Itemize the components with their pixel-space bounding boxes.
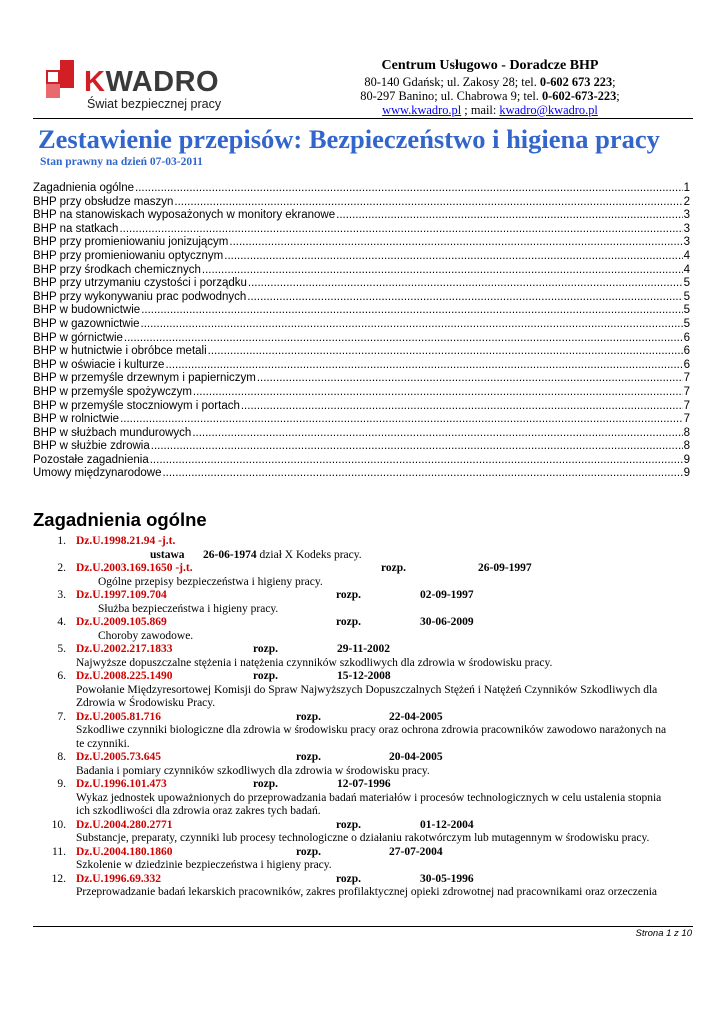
toc-entry-page: 4	[683, 249, 690, 262]
toc-entry-label: BHP w oświacie i kulturze	[33, 358, 165, 371]
acts-list	[40, 535, 690, 900]
act-number: 6.	[57, 670, 66, 682]
act-header	[40, 589, 690, 603]
act-reference-link[interactable]: Dz.U.2005.73.645	[76, 751, 161, 763]
toc-entry[interactable]	[33, 250, 690, 264]
act-header	[40, 711, 690, 725]
act-header	[40, 819, 690, 833]
toc-entry-label: BHP w budownictwie	[33, 304, 141, 317]
act-number: 3.	[57, 589, 66, 601]
act-description: Ogólne przepisy bezpieczeństwa i higieny pracy.	[98, 575, 323, 588]
act-description: Badania i pomiary czynników szkodliwych dla zdrowia w środowisku pracy.	[76, 764, 430, 777]
toc-entry[interactable]	[33, 291, 690, 305]
toc-entry-page: 1	[683, 182, 690, 194]
toc-entry-page: 6	[683, 358, 690, 371]
act-item	[40, 778, 690, 819]
act-number: 1.	[57, 535, 66, 547]
toc-leader-dots	[151, 440, 683, 454]
toc-entry-page: 7	[683, 413, 690, 426]
act-item	[40, 873, 690, 900]
act-reference-link[interactable]: Dz.U.2008.225.1490	[76, 670, 173, 682]
toc-entry-page: 5	[683, 277, 690, 290]
toc-entry-label: BHP w przemyśle spożywczym	[33, 385, 192, 398]
toc-entry-label: Umowy międzynarodowe	[33, 467, 162, 480]
toc-entry-label: BHP przy środkach chemicznych	[33, 263, 201, 276]
act-header	[40, 670, 690, 684]
toc-entry[interactable]	[33, 196, 690, 210]
act-type: ustawa	[150, 548, 185, 561]
act-reference-link[interactable]: Dz.U.1998.21.94 -j.t.	[76, 535, 176, 547]
act-reference-link[interactable]: Dz.U.2009.105.869	[76, 616, 167, 628]
act-item	[40, 616, 690, 643]
toc-leader-dots	[336, 209, 682, 223]
act-header	[40, 873, 690, 887]
toc-entry-page: 9	[683, 453, 690, 466]
act-reference-link[interactable]: Dz.U.2005.81.716	[76, 710, 161, 723]
toc-entry-label: BHP w górnictwie	[33, 331, 123, 344]
toc-entry[interactable]	[33, 304, 690, 318]
act-item	[40, 819, 690, 846]
act-number: 10.	[51, 818, 66, 831]
toc-entry[interactable]	[33, 345, 690, 359]
toc-entry-label: BHP w hutnictwie i obróbce metali	[33, 345, 207, 358]
toc-entry-label: BHP w służbach mundurowych	[33, 426, 192, 439]
act-date: 15-12-2008	[337, 670, 391, 682]
website-link[interactable]: www.kwadro.pl	[382, 103, 462, 117]
toc-entry[interactable]	[33, 400, 690, 414]
toc-entry-page: 3	[683, 209, 690, 222]
toc-entry-page: 9	[683, 467, 690, 480]
act-header	[40, 562, 690, 576]
act-item	[40, 643, 690, 670]
act-description: Najwyższe dopuszczalne stężenia i natężenia czynników szkodliwych dla zdrowia w środowisku pracy.	[76, 656, 553, 669]
toc-entry-label: BHP na statkach	[33, 222, 119, 235]
act-type: rozp.	[336, 818, 362, 831]
company-name: Centrum Usługowo - Doradcze BHP	[381, 58, 599, 73]
footer-divider	[33, 926, 693, 927]
act-item	[40, 562, 690, 589]
act-date: 30-05-1996	[420, 872, 474, 885]
act-description-continued: Zdrowia w Środowisku Pracy.	[76, 697, 216, 709]
act-type: rozp.	[336, 616, 362, 628]
toc-leader-dots	[150, 454, 683, 468]
toc-entry-label: Pozostałe zagadnienia	[33, 453, 149, 466]
act-description: Szkolenie w dziedzinie bezpieczeństwa i higieny pracy.	[76, 859, 332, 871]
toc-leader-dots	[224, 250, 682, 264]
act-type: rozp.	[253, 670, 279, 682]
act-number: 5.	[57, 643, 66, 655]
toc-entry[interactable]	[33, 264, 690, 278]
act-date: 20-04-2005	[389, 751, 443, 763]
act-number: 2.	[57, 562, 66, 574]
toc-leader-dots	[248, 277, 683, 291]
act-description-continued: te czynniki.	[76, 737, 130, 750]
toc-entry-page: 8	[683, 440, 690, 453]
toc-leader-dots	[229, 236, 682, 250]
toc-leader-dots	[208, 345, 683, 359]
kwadro-logo	[46, 60, 226, 115]
toc-entry-page: 7	[683, 399, 690, 412]
toc-entry-label: BHP w przemyśle drzewnym i papierniczym	[33, 372, 256, 385]
toc-entry-label: BHP przy utrzymaniu czystości i porządku	[33, 277, 247, 290]
toc-entry-page: 5	[683, 317, 690, 330]
toc-entry-page: 3	[683, 222, 690, 235]
act-date: 22-04-2005	[389, 710, 443, 723]
act-item	[40, 846, 690, 873]
address-banino: 80-297 Banino; ul. Chabrowa 9; tel. 0-602-673-223;	[360, 89, 620, 103]
toc-entry-page: 7	[683, 372, 690, 385]
toc-entry-page: 6	[683, 345, 690, 358]
act-type: rozp.	[336, 872, 362, 885]
logo-tagline: Świat bezpiecznej pracy	[87, 97, 222, 111]
act-date: 01-12-2004	[420, 818, 474, 831]
act-number: 8.	[57, 751, 66, 763]
toc-entry-label: BHP w służbie zdrowia	[33, 440, 150, 453]
toc-entry-label: BHP przy promieniowaniu jonizującym	[33, 236, 229, 249]
act-item	[40, 670, 690, 711]
act-description: Wykaz jednostek upoważnionych do przeprowadzania badań materiałów i procesów technologicznych w celu ustalenia stopnia	[76, 791, 662, 804]
toc-entry[interactable]	[33, 386, 690, 400]
toc-entry-label: BHP w gazownictwie	[33, 317, 140, 330]
toc-leader-dots	[120, 413, 683, 427]
act-number: 9.	[57, 778, 66, 790]
act-header	[40, 751, 690, 765]
toc-entry-page: 5	[683, 304, 690, 317]
act-item	[40, 711, 690, 752]
act-item	[40, 751, 690, 778]
logo-wordmark: KWADRO	[84, 66, 220, 98]
toc-entry-label: BHP przy obsłudze maszyn	[33, 195, 174, 208]
toc-leader-dots	[119, 223, 682, 237]
act-reference-link[interactable]: Dz.U.1997.109.704	[76, 589, 167, 601]
act-date-text: 26-06-1974 dział X Kodeks pracy.	[203, 548, 362, 561]
act-header	[40, 643, 690, 657]
toc-entry-label: BHP przy wykonywaniu prac podwodnych	[33, 290, 247, 303]
toc-leader-dots	[192, 427, 682, 441]
act-reference-link[interactable]: Dz.U.1996.101.473	[76, 778, 167, 790]
act-reference-link[interactable]: Dz.U.2004.180.1860	[76, 845, 173, 858]
act-description: Szkodliwe czynniki biologiczne dla zdrowia w środowisku pracy oraz ochrona zdrowia pracowników zawodowo narażonych na	[76, 724, 667, 736]
toc-leader-dots	[193, 386, 683, 400]
act-date: 27-07-2004	[389, 845, 443, 858]
toc-entry-label: BHP na stanowiskach wyposażonych w monitory ekranowe	[33, 209, 336, 222]
act-description: Substancje, preparaty, czynniki lub procesy technologiczne o działaniu rakotwórczym lub mutagennym w środowisku pracy.	[76, 832, 650, 844]
toc-leader-dots	[257, 372, 683, 386]
toc-leader-dots	[124, 332, 683, 346]
act-reference-link[interactable]: Dz.U.1996.69.332	[76, 872, 161, 885]
act-reference-link[interactable]: Dz.U.2002.217.1833	[76, 643, 173, 655]
toc-entry[interactable]	[33, 467, 690, 481]
table-of-contents	[33, 182, 690, 481]
toc-entry-page: 3	[683, 236, 690, 249]
act-number: 4.	[57, 616, 66, 628]
page-number: Strona 1 z 10	[635, 928, 692, 939]
toc-entry-label: BHP przy promieniowaniu optycznym	[33, 249, 224, 262]
act-reference-link[interactable]: Dz.U.2003.169.1650 -j.t.	[76, 562, 193, 574]
toc-leader-dots	[202, 264, 683, 278]
toc-entry-label: Zagadnienia ogólne	[33, 182, 135, 194]
act-description: Powołanie Międzyresortowej Komisji do Spraw Najwyższych Dopuszczalnych Stężeń i Natężeń Czynników Szkodliwych dla	[76, 683, 658, 696]
toc-entry[interactable]	[33, 359, 690, 373]
toc-entry[interactable]	[33, 223, 690, 237]
act-date: 26-09-1997	[478, 562, 532, 574]
act-type: rozp.	[296, 845, 322, 858]
contact-links: www.kwadro.pl ; mail: kwadro@kwadro.pl	[382, 103, 598, 117]
act-header	[40, 535, 690, 549]
toc-leader-dots	[141, 304, 682, 318]
toc-leader-dots	[141, 318, 683, 332]
act-item	[40, 589, 690, 616]
act-date: 02-09-1997	[420, 589, 474, 601]
logo-squares-icon	[46, 60, 86, 100]
act-number: 7.	[57, 710, 66, 723]
act-description: Choroby zawodowe.	[98, 629, 194, 642]
toc-entry-label: BHP w przemyśle stoczniowym i portach	[33, 399, 240, 412]
act-type: rozp.	[253, 643, 279, 655]
toc-entry[interactable]	[33, 454, 690, 468]
document-subtitle: Stan prawny na dzień 07-03-2011	[40, 156, 203, 168]
act-header	[40, 616, 690, 630]
act-number: 12.	[51, 872, 66, 885]
toc-entry-page: 7	[683, 385, 690, 398]
toc-entry[interactable]	[33, 413, 690, 427]
toc-leader-dots	[135, 182, 683, 196]
toc-entry-page: 2	[683, 195, 690, 208]
act-date: 29-11-2002	[337, 643, 391, 655]
toc-entry[interactable]	[33, 277, 690, 291]
toc-entry-label: BHP w rolnictwie	[33, 413, 120, 426]
act-item	[40, 535, 690, 562]
toc-leader-dots	[241, 400, 683, 414]
toc-entry[interactable]	[33, 427, 690, 441]
act-type: rozp.	[381, 562, 407, 574]
toc-leader-dots	[247, 291, 682, 305]
toc-leader-dots	[165, 359, 682, 373]
section-title: Zagadnienia ogólne	[33, 509, 207, 530]
act-type: rozp.	[253, 778, 279, 790]
toc-leader-dots	[162, 467, 682, 481]
toc-leader-dots	[174, 196, 682, 210]
toc-entry[interactable]	[33, 332, 690, 346]
email-link[interactable]: kwadro@kwadro.pl	[499, 103, 598, 117]
toc-entry-page: 4	[683, 263, 690, 276]
act-statute-line	[40, 549, 690, 563]
toc-entry[interactable]	[33, 372, 690, 386]
act-header	[40, 846, 690, 860]
toc-entry-page: 6	[683, 331, 690, 344]
act-description-continued: ich szkodliwości dla zdrowia oraz zakres tych badań.	[76, 805, 321, 817]
act-number: 11.	[52, 845, 66, 858]
act-type: rozp.	[296, 710, 322, 723]
act-type: rozp.	[336, 589, 362, 601]
act-description: Służba bezpieczeństwa i higieny pracy.	[98, 602, 279, 615]
address-gdansk: 80-140 Gdańsk; ul. Zakosy 28; tel. 0-602 673 223;	[364, 75, 616, 89]
act-date: 30-06-2009	[420, 616, 474, 628]
toc-entry[interactable]	[33, 236, 690, 250]
act-header	[40, 778, 690, 792]
toc-entry[interactable]	[33, 209, 690, 223]
toc-entry[interactable]	[33, 440, 690, 454]
toc-entry[interactable]	[33, 182, 690, 196]
toc-entry-page: 8	[683, 426, 690, 439]
toc-entry[interactable]	[33, 318, 690, 332]
act-type: rozp.	[296, 751, 322, 763]
act-description: Przeprowadzanie badań lekarskich pracowników, zakres profilaktycznej opieki zdrowotnej nad pracownikami oraz orzeczenia	[76, 886, 658, 898]
toc-entry-page: 5	[683, 290, 690, 303]
act-reference-link[interactable]: Dz.U.2004.280.2771	[76, 818, 173, 831]
document-title: Zestawienie przepisów: Bezpieczeństwo i higiena pracy	[38, 124, 660, 154]
act-date: 12-07-1996	[337, 778, 391, 790]
header-divider	[33, 118, 693, 119]
